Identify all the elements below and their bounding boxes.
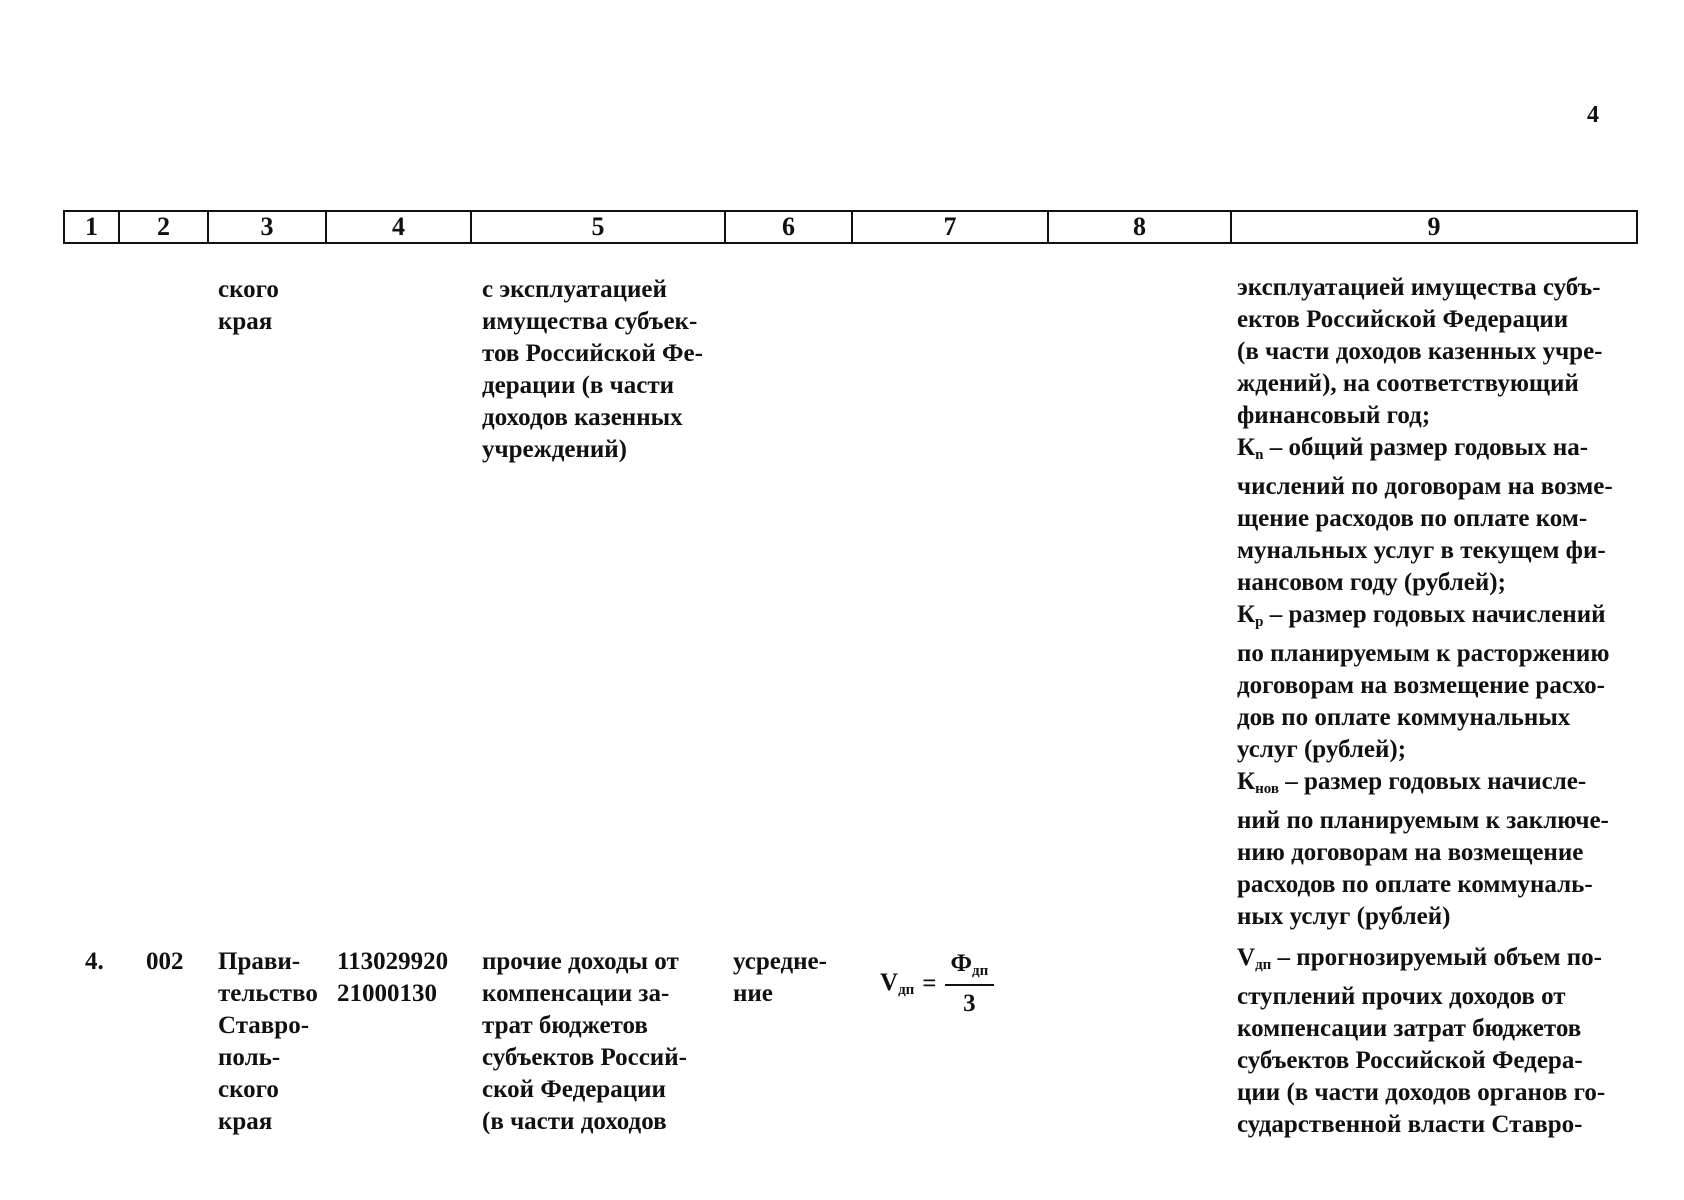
- text-line: края: [218, 308, 273, 335]
- line-text: финансовый год;: [1237, 402, 1431, 429]
- text-line: [1237, 1013, 1635, 1045]
- formula-lhs: $V_{дп}$: [880, 969, 915, 998]
- text-line: 21000130: [337, 980, 437, 1007]
- text-line: [1237, 471, 1635, 503]
- revenue-administrator: [218, 946, 328, 1138]
- formula-equals: =: [922, 970, 937, 997]
- line-text: договорам на возмещение расхо-: [1237, 672, 1605, 699]
- variable-subscript: n: [1255, 447, 1264, 463]
- line-text: щение расходов по оплате ком-: [1237, 505, 1588, 532]
- line-text: нию договорам на возмещение: [1237, 839, 1584, 866]
- cont-authority-name: [218, 274, 318, 338]
- variable-definition-line: [1237, 599, 1635, 638]
- column-number-7: 7: [852, 211, 1048, 243]
- line-text: эксплуатацией имущества субъ-: [1237, 274, 1601, 301]
- line-text: нансовом году (рублей);: [1237, 569, 1506, 596]
- text-line: прочие доходы от: [482, 948, 679, 975]
- column-number-8: 8: [1048, 211, 1231, 243]
- variable-definition-line: [1237, 432, 1635, 471]
- line-text: – общий размер годовых на-: [1263, 434, 1589, 461]
- text-line: компенсации за-: [482, 980, 670, 1007]
- text-line: ние: [733, 980, 773, 1007]
- text-line: ского: [218, 276, 279, 303]
- text-line: тов Российской Фе-: [482, 340, 703, 367]
- line-text: числений по договорам на возме-: [1237, 473, 1613, 500]
- text-line: [1237, 1077, 1635, 1109]
- text-line: ского: [218, 1076, 279, 1103]
- variable-subscript: дп: [1255, 957, 1272, 973]
- text-line: доходов казенных: [482, 404, 683, 431]
- line-text: сударственной власти Ставро-: [1237, 1111, 1583, 1138]
- line-text: компенсации затрат бюджетов: [1237, 1015, 1582, 1042]
- variable-subscript: р: [1255, 614, 1264, 630]
- formula-fraction: [945, 950, 995, 1018]
- text-line: [1237, 805, 1635, 837]
- column-number-9: 9: [1231, 211, 1637, 243]
- text-line: [1237, 837, 1635, 869]
- line-text: – размер годовых начисле-: [1279, 768, 1587, 795]
- variable-symbol: V: [1237, 944, 1256, 971]
- text-line: 113029920: [337, 948, 449, 975]
- line-text: ждений), на соответствующий: [1237, 370, 1579, 397]
- line-text: расходов по оплате коммуналь-: [1237, 871, 1593, 898]
- line-text: услуг (рублей);: [1237, 736, 1407, 763]
- line-text: – размер годовых начислений: [1263, 601, 1606, 628]
- text-line: (в части доходов: [482, 1108, 667, 1135]
- cont-formula-explanation: [1237, 272, 1635, 933]
- text-line: [1237, 869, 1635, 901]
- line-text: (в части доходов казенных учре-: [1237, 338, 1603, 365]
- text-line: [1237, 1109, 1635, 1141]
- formula-denominator: 3: [963, 990, 976, 1017]
- revenue-description: [482, 946, 717, 1138]
- text-line: [1237, 336, 1635, 368]
- row-number: 4.: [85, 948, 104, 975]
- variable-definition-line: [1237, 942, 1635, 981]
- variable-definition-line: [1237, 766, 1635, 805]
- text-line: [1237, 535, 1635, 567]
- line-text: ции (в части доходов органов го-: [1237, 1079, 1606, 1106]
- forecast-method: [733, 946, 858, 1010]
- formula-numerator: $Ф_{дп}$: [945, 950, 995, 986]
- text-line: имущества субъек-: [482, 308, 698, 335]
- line-text: ступлений прочих доходов от: [1237, 983, 1566, 1010]
- line-text: мунальных услуг в текущем фи-: [1237, 537, 1606, 564]
- text-line: с эксплуатацией: [482, 276, 667, 303]
- text-line: [1237, 702, 1635, 734]
- budget-classification-code: [337, 946, 472, 1010]
- column-number-5: 5: [471, 211, 725, 243]
- column-number-2: 2: [119, 211, 208, 243]
- text-line: [1237, 981, 1635, 1013]
- text-line: [1237, 901, 1635, 933]
- column-number-6: 6: [725, 211, 852, 243]
- text-line: [1237, 567, 1635, 599]
- column-number-1: 1: [64, 211, 119, 243]
- text-line: поль-: [218, 1044, 281, 1071]
- column-number-4: 4: [326, 211, 471, 243]
- column-number-header: [63, 210, 1638, 244]
- line-text: ний по планируемым к заключе-: [1237, 807, 1609, 834]
- line-text: субъектов Российской Федера-: [1237, 1047, 1583, 1074]
- text-line: [1237, 1045, 1635, 1077]
- variable-subscript: нов: [1255, 781, 1280, 797]
- line-text: ектов Российской Федерации: [1237, 306, 1569, 333]
- text-line: тельство: [218, 980, 318, 1007]
- line-text: по планируемым к расторжению: [1237, 640, 1610, 667]
- line-text: ных услуг (рублей): [1237, 903, 1451, 930]
- text-line: [1237, 670, 1635, 702]
- cont-revenue-description: [482, 274, 717, 466]
- text-line: [1237, 304, 1635, 336]
- page-number: 4: [1587, 102, 1599, 128]
- admin-code: 002: [146, 948, 184, 975]
- line-text: – прогнозируемый объем по-: [1271, 944, 1602, 971]
- text-line: усредне-: [733, 948, 827, 975]
- text-line: дерации (в части: [482, 372, 675, 399]
- text-line: Ставро-: [218, 1012, 310, 1039]
- text-line: [1237, 503, 1635, 535]
- text-line: [1237, 638, 1635, 670]
- column-number-3: 3: [208, 211, 326, 243]
- text-line: Прави-: [218, 948, 301, 975]
- text-line: [1237, 734, 1635, 766]
- line-text: дов по оплате коммунальных: [1237, 704, 1571, 731]
- text-line: трат бюджетов: [482, 1012, 648, 1039]
- variable-symbol: К: [1237, 434, 1256, 461]
- text-line: ской Федерации: [482, 1076, 666, 1103]
- text-line: [1237, 272, 1635, 304]
- formula-explanation: [1237, 942, 1635, 1141]
- forecast-formula: [880, 950, 994, 1018]
- text-line: края: [218, 1108, 273, 1135]
- variable-symbol: К: [1237, 768, 1256, 795]
- variable-symbol: К: [1237, 601, 1256, 628]
- text-line: учреждений): [482, 436, 628, 463]
- text-line: [1237, 368, 1635, 400]
- text-line: [1237, 400, 1635, 432]
- text-line: субъектов Россий-: [482, 1044, 687, 1071]
